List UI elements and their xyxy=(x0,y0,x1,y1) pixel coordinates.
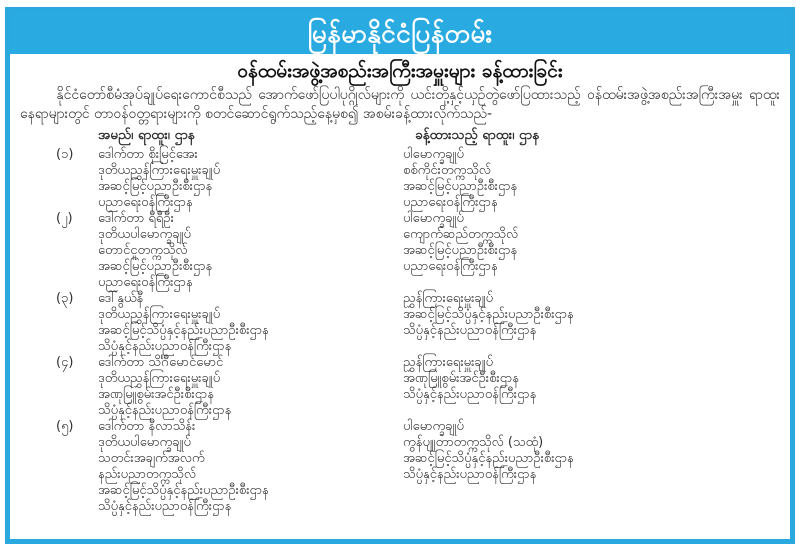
entry-line: သိပ္ပံနှင့်နည်းပညာဝန်ကြီးဌာန xyxy=(98,339,232,354)
column-header-appointed: ခန့်ထားသည့် ရာထူး၊ ဌာန xyxy=(415,127,540,143)
entry-line: ဒုတိယညွှန်ကြားရေးမှူးချုပ် xyxy=(98,163,221,178)
entry-line: ပညာရေးဝန်ကြီးဌာန xyxy=(403,259,498,274)
entry-line: ဒုတိယပါမောက္ခချုပ် xyxy=(98,227,191,242)
entry-number: (၄) xyxy=(56,355,74,370)
entry-line: ဒေါ်နွယ်နီ xyxy=(98,291,144,306)
entry-line: ဒုတိယညွှန်ကြားရေးမှူးချုပ် xyxy=(98,307,221,322)
entry-line: စစ်ကိုင်းတက္ကသိုလ် xyxy=(403,163,491,178)
entry-line: သိပ္ပံနှင့်နည်းပညာဝန်ကြီးဌာန xyxy=(403,467,537,482)
entry-appointed-column xyxy=(403,211,790,275)
entry-line: အဆင့်မြင့်ပညာဦးစီးဌာန xyxy=(403,243,518,258)
intro-paragraph: နိုင်ငံတော်စီမံအုပ်ချုပ်ရေးကောင်စီသည် အောက်ဖော်ပြပါပုဂ္ဂိုလ်များကို ယင်းတို့နှင့်ယှဉ်တွဲဖော်ပြထားသည့် ဝန်ထမ်းအဖွဲ့အစည်းအကြီးအမှူး ရာထူးနေရာများတွင် တာဝန်ဝတ္တရားများကို စတင်ဆောင်ရွက်သည့်နေ့မှစ၍ အစမ်းခန့်ထားလိုက်သည်- xyxy=(20,87,780,122)
entry-line: အဆင့်မြင့်ပညာဦးစီးဌာန xyxy=(98,179,213,194)
entry-current-column xyxy=(98,291,403,355)
entry-current-column xyxy=(98,147,403,211)
entry-line: ဒုတိယပါမောက္ခချုပ် xyxy=(98,435,191,450)
entry-appointed-column xyxy=(403,355,790,403)
entry-line: အဏုမြူစွမ်းအင်ဦးစီးဌာန xyxy=(403,371,519,386)
entry-line: ဒေါက်တာ ရီရီဦး xyxy=(98,211,174,226)
entry-line: အဆင့်မြင့်သိပ္ပံနှင့်နည်းပညာဦးစီးဌာန xyxy=(403,307,574,322)
entry-line: အဏုမြူစွမ်းအင်ဦးစီးဌာန xyxy=(98,387,214,402)
entry-line: ဒေါက်တာ သိင်္ဂီမောင်မောင် xyxy=(98,355,224,370)
entry-line: ဒုတိယညွှန်ကြားရေးမှူးချုပ် xyxy=(98,371,221,386)
entry-line: အဆင့်မြင့်ပညာဦးစီးဌာန xyxy=(98,259,213,274)
appointment-list xyxy=(10,147,790,515)
entry-line: သတင်းအချက်အလက် xyxy=(98,451,205,466)
entry-line: သိပ္ပံနှင့်နည်းပညာဝန်ကြီးဌာန xyxy=(98,403,232,418)
entry-line: သိပ္ပံနှင့်နည်းပညာဝန်ကြီးဌာန xyxy=(98,499,232,514)
entry-line: ပါမောက္ခချုပ် xyxy=(403,419,464,434)
entry-number: (၂) xyxy=(56,211,73,226)
appointment-entry xyxy=(10,147,790,211)
gazette-banner xyxy=(9,11,791,54)
appointment-entry xyxy=(10,355,790,419)
entry-line: ညွှန်ကြားရေးမှူးချုပ် xyxy=(403,355,494,370)
entry-line: အဆင့်မြင့်သိပ္ပံနှင့်နည်းပညာဦးစီးဌာန xyxy=(403,451,574,466)
entry-line: ပါမောက္ခချုပ် xyxy=(403,211,464,226)
gazette-banner-title: မြန်မာနိုင်ငံပြန်တမ်း xyxy=(307,18,493,49)
column-headers xyxy=(10,126,790,146)
entry-current-column xyxy=(98,419,403,515)
entry-line: ဒေါက်တာ စိုးမြင့်အေး xyxy=(98,147,198,162)
entry-current-column xyxy=(98,211,403,291)
column-header-current: အမည်၊ ရာထူး၊ ဌာန xyxy=(98,127,195,143)
entry-appointed-column xyxy=(403,419,790,483)
entry-line: အဆင့်မြင့်သိပ္ပံနှင့်နည်းပညာဦးစီးဌာန xyxy=(98,323,269,338)
entry-line: ပညာရေးဝန်ကြီးဌာန xyxy=(98,195,193,210)
entry-line: ကျောက်ဆည်တက္ကသိုလ် xyxy=(403,227,519,242)
entry-number: (၅) xyxy=(56,419,74,434)
entry-line: အဆင့်မြင့်သိပ္ပံနှင့်နည်းပညာဦးစီးဌာန xyxy=(98,483,269,498)
entry-line: တောင်ငူတက္ကသိုလ် xyxy=(98,243,188,258)
appointment-entry xyxy=(10,419,790,515)
entry-line: ပညာရေးဝန်ကြီးဌာန xyxy=(403,195,498,210)
document-heading: ဝန်ထမ်းအဖွဲ့အစည်းအကြီးအမှူးများ ခန့်ထားခြင်း xyxy=(237,60,563,82)
entry-appointed-column xyxy=(403,291,790,339)
entry-appointed-column xyxy=(403,147,790,211)
entry-line: ညွှန်ကြားရေးမှူးချုပ် xyxy=(403,291,494,306)
entry-line: သိပ္ပံနှင့်နည်းပညာဝန်ကြီးဌာန xyxy=(403,323,537,338)
entry-current-column xyxy=(98,355,403,419)
entry-line: ကွန်ပျူတာတက္ကသိုလ် (သထုံ) xyxy=(403,435,544,450)
page-frame xyxy=(5,7,795,544)
entry-line: အဆင့်မြင့်ပညာဦးစီးဌာန xyxy=(403,179,518,194)
entry-number: (၁) xyxy=(56,147,74,162)
entry-line: ပါမောက္ခချုပ် xyxy=(403,147,464,162)
entry-line: နည်းပညာတက္ကသိုလ် xyxy=(98,467,197,482)
appointment-entry xyxy=(10,211,790,291)
appointment-entry xyxy=(10,291,790,355)
entry-line: ပညာရေးဝန်ကြီးဌာန xyxy=(98,275,193,290)
entry-line: သိပ္ပံနှင့်နည်းပညာဝန်ကြီးဌာန xyxy=(403,387,537,402)
entry-number: (၃) xyxy=(56,291,74,306)
entry-line: ဒေါက်တာ နီလာသိန်း xyxy=(98,419,196,434)
